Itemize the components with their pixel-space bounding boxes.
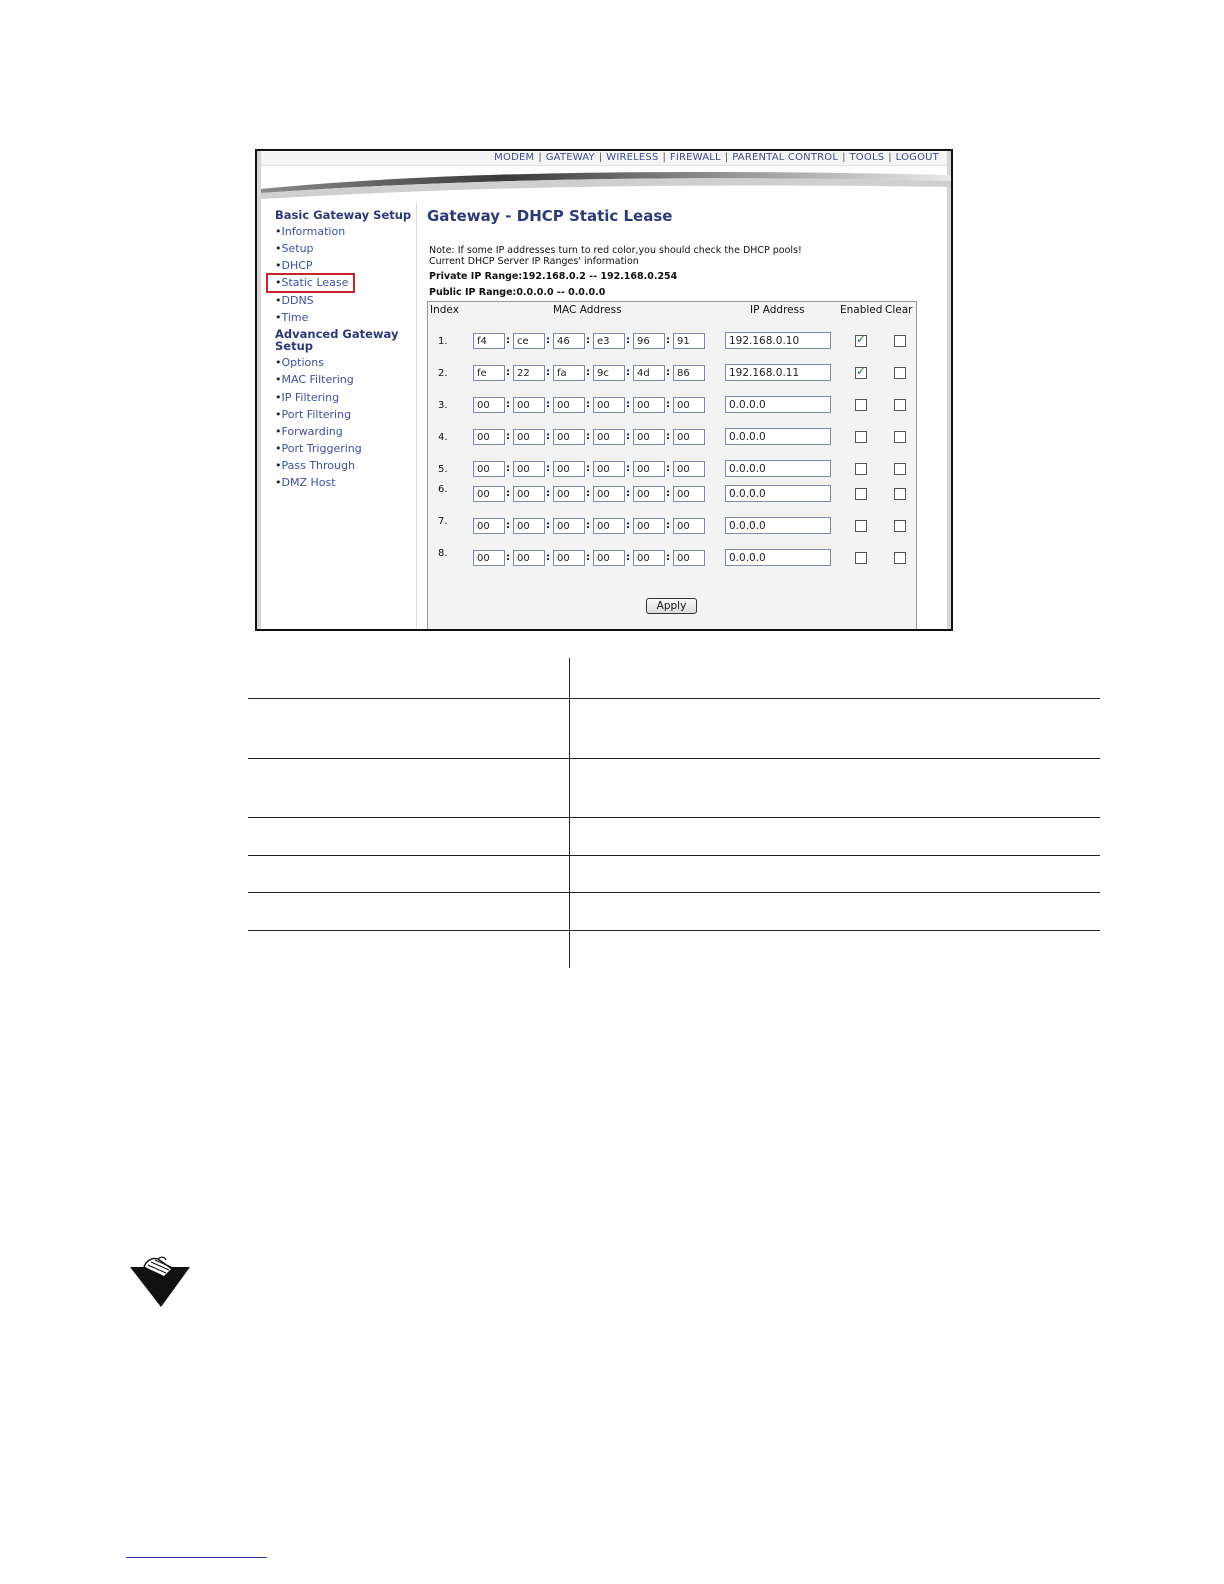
mac-octet-input[interactable]: 96 bbox=[633, 333, 665, 349]
mac-octet-input[interactable]: 00 bbox=[633, 397, 665, 413]
sidebar-item-mac-filtering[interactable] bbox=[275, 371, 415, 388]
static-lease-table bbox=[427, 301, 917, 631]
nav-separator: | bbox=[724, 152, 729, 163]
dhcp-pool-note: Note: If some IP addresses turn to red color,you should check the DHCP pools! bbox=[429, 245, 802, 256]
bullet-icon: • bbox=[275, 476, 282, 490]
mac-separator: : bbox=[546, 335, 550, 346]
sidebar-item-information[interactable] bbox=[275, 223, 415, 240]
sidebar-item-ddns[interactable] bbox=[275, 292, 415, 309]
sidebar-item-port-triggering[interactable] bbox=[275, 440, 415, 457]
ip-address-input[interactable]: 192.168.0.11 bbox=[725, 364, 831, 381]
clear-checkbox[interactable] bbox=[894, 552, 906, 564]
mac-octet-input[interactable]: 00 bbox=[593, 518, 625, 534]
nav-link-parental-control[interactable]: PARENTAL CONTROL bbox=[732, 152, 839, 163]
bullet-icon: • bbox=[275, 293, 282, 307]
nav-link-gateway[interactable]: GATEWAY bbox=[545, 152, 595, 163]
mac-separator: : bbox=[586, 335, 590, 346]
nav-link-firewall[interactable]: FIREWALL bbox=[669, 152, 721, 163]
sidebar-item-label: Options bbox=[281, 356, 324, 370]
row-index: 5. bbox=[438, 464, 448, 475]
mac-separator: : bbox=[666, 552, 670, 563]
sidebar-item-label: Port Triggering bbox=[281, 442, 362, 456]
sidebar-item-label: IP Filtering bbox=[281, 390, 340, 404]
sidebar-item-label: Forwarding bbox=[281, 424, 343, 438]
footer-link-underline bbox=[126, 1557, 267, 1558]
clear-checkbox[interactable] bbox=[894, 488, 906, 500]
mac-octet-input[interactable]: 00 bbox=[473, 518, 505, 534]
nav-separator: | bbox=[538, 152, 542, 163]
ip-address-input[interactable]: 192.168.0.10 bbox=[725, 332, 831, 349]
mac-octet-input[interactable]: 00 bbox=[593, 429, 625, 445]
mac-octet-input[interactable]: fe bbox=[473, 365, 505, 381]
mac-octet-input[interactable]: 00 bbox=[473, 486, 505, 502]
ip-address-input[interactable]: 0.0.0.0 bbox=[725, 485, 831, 502]
enabled-checkbox[interactable] bbox=[855, 367, 867, 379]
bullet-icon: • bbox=[275, 424, 282, 438]
mac-octet-input[interactable]: 00 bbox=[513, 550, 545, 566]
mac-octet-input[interactable]: 00 bbox=[473, 461, 505, 477]
nav-separator: | bbox=[662, 152, 666, 163]
table-rule bbox=[248, 758, 1100, 759]
mac-separator: : bbox=[506, 335, 510, 346]
ip-address-input[interactable]: 0.0.0.0 bbox=[725, 517, 831, 534]
mac-octet-input[interactable]: 00 bbox=[593, 397, 625, 413]
mac-octet-input[interactable]: 00 bbox=[553, 461, 585, 477]
nav-separator: | bbox=[598, 152, 603, 163]
index-header: Index bbox=[430, 304, 459, 316]
apply-button[interactable]: Apply bbox=[646, 598, 697, 614]
sidebar-item-label: DHCP bbox=[281, 259, 313, 273]
enabled-checkbox[interactable] bbox=[855, 463, 867, 475]
mac-separator: : bbox=[626, 399, 630, 410]
bullet-icon: • bbox=[275, 442, 282, 456]
mac-separator: : bbox=[666, 367, 670, 378]
mac-separator: : bbox=[626, 488, 630, 499]
clear-checkbox[interactable] bbox=[894, 463, 906, 475]
public-ip-range: Public IP Range:0.0.0.0 -- 0.0.0.0 bbox=[429, 287, 606, 298]
mac-separator: : bbox=[666, 431, 670, 442]
mac-octet-input[interactable]: 46 bbox=[553, 333, 585, 349]
mac-separator: : bbox=[506, 463, 510, 474]
clear-header: Clear bbox=[885, 304, 913, 316]
clear-checkbox[interactable] bbox=[894, 335, 906, 347]
sidebar-item-label: DMZ Host bbox=[281, 476, 336, 490]
mac-octet-input[interactable]: 00 bbox=[553, 397, 585, 413]
mac-separator: : bbox=[666, 463, 670, 474]
note-checkmark-icon bbox=[128, 1255, 192, 1311]
table-rule bbox=[248, 698, 1100, 699]
mac-octet-input[interactable]: fa bbox=[553, 365, 585, 381]
ip-address-header: IP Address bbox=[750, 304, 805, 316]
mac-separator: : bbox=[666, 335, 670, 346]
current-ranges-label: Current DHCP Server IP Ranges' information bbox=[429, 256, 639, 267]
sidebar bbox=[275, 209, 415, 492]
ip-address-input[interactable]: 0.0.0.0 bbox=[725, 428, 831, 445]
mac-separator: : bbox=[546, 552, 550, 563]
sidebar-item-setup[interactable] bbox=[275, 240, 415, 257]
mac-octet-input[interactable]: 00 bbox=[673, 550, 705, 566]
mac-separator: : bbox=[666, 399, 670, 410]
window-left-rail bbox=[257, 151, 261, 629]
mac-octet-input[interactable]: 00 bbox=[513, 397, 545, 413]
sidebar-item-static-lease[interactable] bbox=[268, 275, 353, 291]
clear-checkbox[interactable] bbox=[894, 399, 906, 411]
mac-separator: : bbox=[506, 399, 510, 410]
bullet-icon: • bbox=[275, 459, 282, 473]
table-rule bbox=[248, 930, 1100, 931]
mac-octet-input[interactable]: 00 bbox=[633, 550, 665, 566]
row-index: 7. bbox=[438, 516, 448, 527]
mac-octet-input[interactable]: 00 bbox=[473, 550, 505, 566]
mac-separator: : bbox=[666, 520, 670, 531]
mac-octet-input[interactable]: 00 bbox=[513, 429, 545, 445]
nav-link-wireless[interactable]: WIRELESS bbox=[606, 152, 659, 163]
mac-octet-input[interactable]: 91 bbox=[673, 333, 705, 349]
mac-octet-input[interactable]: 00 bbox=[673, 518, 705, 534]
mac-octet-input[interactable]: 00 bbox=[553, 429, 585, 445]
private-ip-range: Private IP Range:192.168.0.2 -- 192.168.0.254 bbox=[429, 271, 678, 282]
mac-separator: : bbox=[546, 431, 550, 442]
mac-octet-input[interactable]: 00 bbox=[633, 486, 665, 502]
mac-separator: : bbox=[626, 463, 630, 474]
mac-octet-input[interactable]: 00 bbox=[513, 486, 545, 502]
enabled-checkbox[interactable] bbox=[855, 520, 867, 532]
mac-separator: : bbox=[666, 488, 670, 499]
bullet-icon: • bbox=[275, 242, 282, 256]
mac-octet-input[interactable]: 00 bbox=[673, 397, 705, 413]
mac-separator: : bbox=[506, 520, 510, 531]
mac-address-header: MAC Address bbox=[553, 304, 622, 316]
mac-octet-input[interactable]: 00 bbox=[673, 461, 705, 477]
enabled-checkbox[interactable] bbox=[855, 488, 867, 500]
sidebar-item-forwarding[interactable] bbox=[275, 423, 415, 440]
mac-octet-input[interactable]: 00 bbox=[633, 461, 665, 477]
ip-address-input[interactable]: 0.0.0.0 bbox=[725, 460, 831, 477]
mac-octet-input[interactable]: 00 bbox=[553, 550, 585, 566]
mac-octet-input[interactable]: 00 bbox=[513, 518, 545, 534]
mac-separator: : bbox=[506, 552, 510, 563]
basic-setup-heading: Basic Gateway Setup bbox=[275, 208, 412, 222]
mac-separator: : bbox=[586, 399, 590, 410]
router-screenshot bbox=[255, 149, 953, 631]
advanced-setup-heading: Advanced Gateway bbox=[275, 327, 399, 342]
mac-octet-input[interactable]: f4 bbox=[473, 333, 505, 349]
sidebar-item-ip-filtering[interactable] bbox=[275, 389, 415, 406]
sidebar-item-label: Time bbox=[281, 310, 309, 324]
row-index: 3. bbox=[438, 400, 448, 411]
mac-octet-input[interactable]: 00 bbox=[593, 486, 625, 502]
window-right-rail bbox=[947, 151, 951, 629]
top-navigation bbox=[261, 151, 947, 166]
bullet-icon: • bbox=[275, 259, 282, 273]
mac-octet-input[interactable]: 22 bbox=[513, 365, 545, 381]
mac-separator: : bbox=[586, 520, 590, 531]
bullet-icon: • bbox=[275, 356, 282, 370]
mac-separator: : bbox=[626, 431, 630, 442]
mac-octet-input[interactable]: 00 bbox=[513, 461, 545, 477]
row-index: 6. bbox=[438, 484, 448, 495]
sidebar-item-pass-through[interactable] bbox=[275, 457, 415, 474]
ip-address-input[interactable]: 0.0.0.0 bbox=[725, 549, 831, 566]
enabled-checkbox[interactable] bbox=[855, 552, 867, 564]
mac-separator: : bbox=[546, 520, 550, 531]
mac-octet-input[interactable]: 00 bbox=[633, 429, 665, 445]
mac-octet-input[interactable]: 00 bbox=[633, 518, 665, 534]
table-rule bbox=[248, 817, 1100, 818]
mac-separator: : bbox=[586, 431, 590, 442]
row-index: 2. bbox=[438, 368, 448, 379]
clear-checkbox[interactable] bbox=[894, 431, 906, 443]
bullet-icon: • bbox=[275, 276, 282, 290]
mac-octet-input[interactable]: ce bbox=[513, 333, 545, 349]
mac-octet-input[interactable]: 86 bbox=[673, 365, 705, 381]
sidebar-item-dmz-host[interactable] bbox=[275, 474, 415, 491]
mac-octet-input[interactable]: 00 bbox=[593, 461, 625, 477]
mac-octet-input[interactable]: 00 bbox=[553, 486, 585, 502]
sidebar-item-label: Static Lease bbox=[281, 276, 349, 290]
mac-octet-input[interactable]: 00 bbox=[553, 518, 585, 534]
mac-separator: : bbox=[506, 431, 510, 442]
advanced-setup-heading-line2: Setup bbox=[275, 339, 313, 354]
nav-separator: | bbox=[888, 152, 892, 163]
mac-octet-input[interactable]: 00 bbox=[673, 486, 705, 502]
bullet-icon: • bbox=[275, 407, 282, 421]
mac-separator: : bbox=[586, 463, 590, 474]
mac-octet-input[interactable]: 00 bbox=[673, 429, 705, 445]
nav-link-tools[interactable]: TOOLS bbox=[849, 152, 885, 163]
header-swoosh bbox=[261, 165, 951, 201]
sidebar-divider bbox=[416, 203, 417, 629]
mac-separator: : bbox=[546, 488, 550, 499]
mac-octet-input[interactable]: 4d bbox=[633, 365, 665, 381]
mac-octet-input[interactable]: e3 bbox=[593, 333, 625, 349]
sidebar-item-label: DDNS bbox=[281, 293, 314, 307]
ip-address-input[interactable]: 0.0.0.0 bbox=[725, 396, 831, 413]
mac-octet-input[interactable]: 00 bbox=[473, 397, 505, 413]
enabled-checkbox[interactable] bbox=[855, 335, 867, 347]
nav-separator: | bbox=[842, 152, 846, 163]
mac-octet-input[interactable]: 00 bbox=[593, 550, 625, 566]
table-column-divider bbox=[569, 658, 570, 968]
page-title: Gateway - DHCP Static Lease bbox=[427, 207, 673, 225]
sidebar-item-dhcp[interactable] bbox=[275, 257, 415, 274]
table-rule bbox=[248, 892, 1100, 893]
sidebar-item-port-filtering[interactable] bbox=[275, 406, 415, 423]
enabled-header: Enabled bbox=[840, 304, 883, 316]
sidebar-item-time[interactable] bbox=[275, 309, 415, 326]
mac-separator: : bbox=[546, 367, 550, 378]
basic-setup-list bbox=[275, 223, 415, 326]
mac-separator: : bbox=[626, 335, 630, 346]
mac-separator: : bbox=[506, 367, 510, 378]
bullet-icon: • bbox=[275, 373, 282, 387]
mac-separator: : bbox=[626, 367, 630, 378]
mac-separator: : bbox=[586, 367, 590, 378]
table-rule bbox=[248, 855, 1100, 856]
mac-separator: : bbox=[586, 552, 590, 563]
sidebar-item-label: Information bbox=[281, 225, 346, 238]
mac-separator: : bbox=[546, 463, 550, 474]
mac-octet-input[interactable]: 00 bbox=[473, 429, 505, 445]
sidebar-item-label: Setup bbox=[281, 242, 314, 256]
mac-separator: : bbox=[626, 520, 630, 531]
clear-checkbox[interactable] bbox=[894, 520, 906, 532]
mac-separator: : bbox=[586, 488, 590, 499]
mac-octet-input[interactable]: 9c bbox=[593, 365, 625, 381]
nav-link-logout[interactable]: LOGOUT bbox=[895, 152, 939, 163]
advanced-setup-list bbox=[275, 354, 415, 492]
row-index: 8. bbox=[438, 548, 448, 559]
mac-separator: : bbox=[626, 552, 630, 563]
bullet-icon: • bbox=[275, 310, 282, 324]
mac-separator: : bbox=[546, 399, 550, 410]
bullet-icon: • bbox=[275, 225, 282, 238]
enabled-checkbox[interactable] bbox=[855, 431, 867, 443]
nav-link-modem[interactable]: MODEM bbox=[494, 152, 535, 163]
row-index: 4. bbox=[438, 432, 448, 443]
mac-separator: : bbox=[506, 488, 510, 499]
row-index: 1. bbox=[438, 336, 448, 347]
sidebar-item-options[interactable] bbox=[275, 354, 415, 371]
sidebar-item-label: Port Filtering bbox=[281, 407, 352, 421]
sidebar-item-label: Pass Through bbox=[281, 459, 355, 473]
bullet-icon: • bbox=[275, 390, 282, 404]
enabled-checkbox[interactable] bbox=[855, 399, 867, 411]
clear-checkbox[interactable] bbox=[894, 367, 906, 379]
sidebar-item-label: MAC Filtering bbox=[281, 373, 354, 387]
